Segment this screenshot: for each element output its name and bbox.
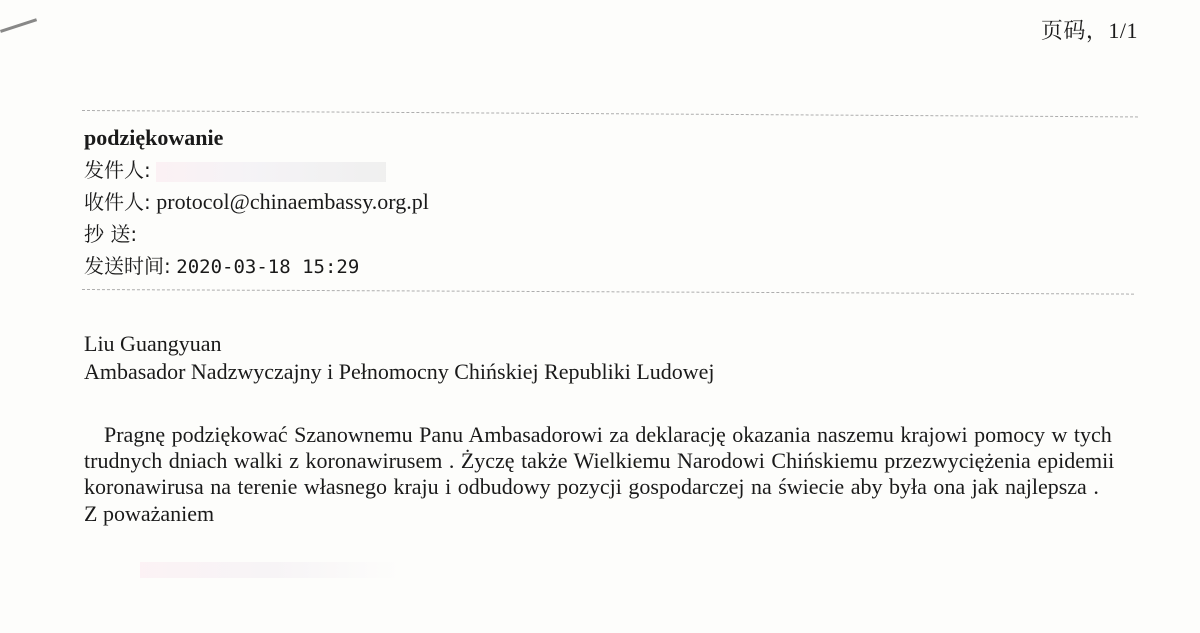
sent-row	[84, 250, 429, 283]
from-label: 发件人:	[84, 158, 151, 182]
scan-pen-mark	[0, 18, 40, 42]
email-header	[84, 122, 429, 283]
page-number: 页码，1/1	[1040, 18, 1138, 43]
letter-body	[84, 330, 1144, 528]
letter-closing: Z poważaniem	[84, 501, 215, 526]
redacted-sender	[156, 162, 386, 182]
cc-label: 抄 送:	[84, 222, 138, 246]
header-bottom-divider	[82, 289, 1134, 295]
to-label: 收件人:	[84, 190, 151, 214]
cc-row	[84, 218, 429, 250]
letter-paragraph: Pragnę podziękować Szanownemu Panu Ambasadorowi za deklarację okazania naszemu krajowi pomocy w tych trudnych dniach walki z koronawirusem . Życzę także Wielkiemu Narodowi Chińskiemu przezwyciężenia epidemii koronawirusa na terenie własnego kraju i odbudowy pozycji gospodarczej na świecie aby była ona jak najlepsza .	[84, 422, 1115, 499]
redacted-signature	[140, 562, 400, 578]
email-subject: podziękowanie	[84, 125, 224, 150]
addressee-title: Ambasador Nadzwyczajny i Pełnomocny Chińskiej Republiki Ludowej	[84, 359, 715, 384]
addressee-name: Liu Guangyuan	[84, 331, 222, 356]
header-top-divider	[82, 110, 1138, 117]
to-value: protocol@chinaembassy.org.pl	[156, 189, 429, 214]
to-row	[84, 186, 429, 218]
sent-value: 2020-03-18 15:29	[176, 256, 360, 278]
sent-label: 发送时间:	[84, 254, 171, 278]
from-row	[84, 154, 429, 186]
